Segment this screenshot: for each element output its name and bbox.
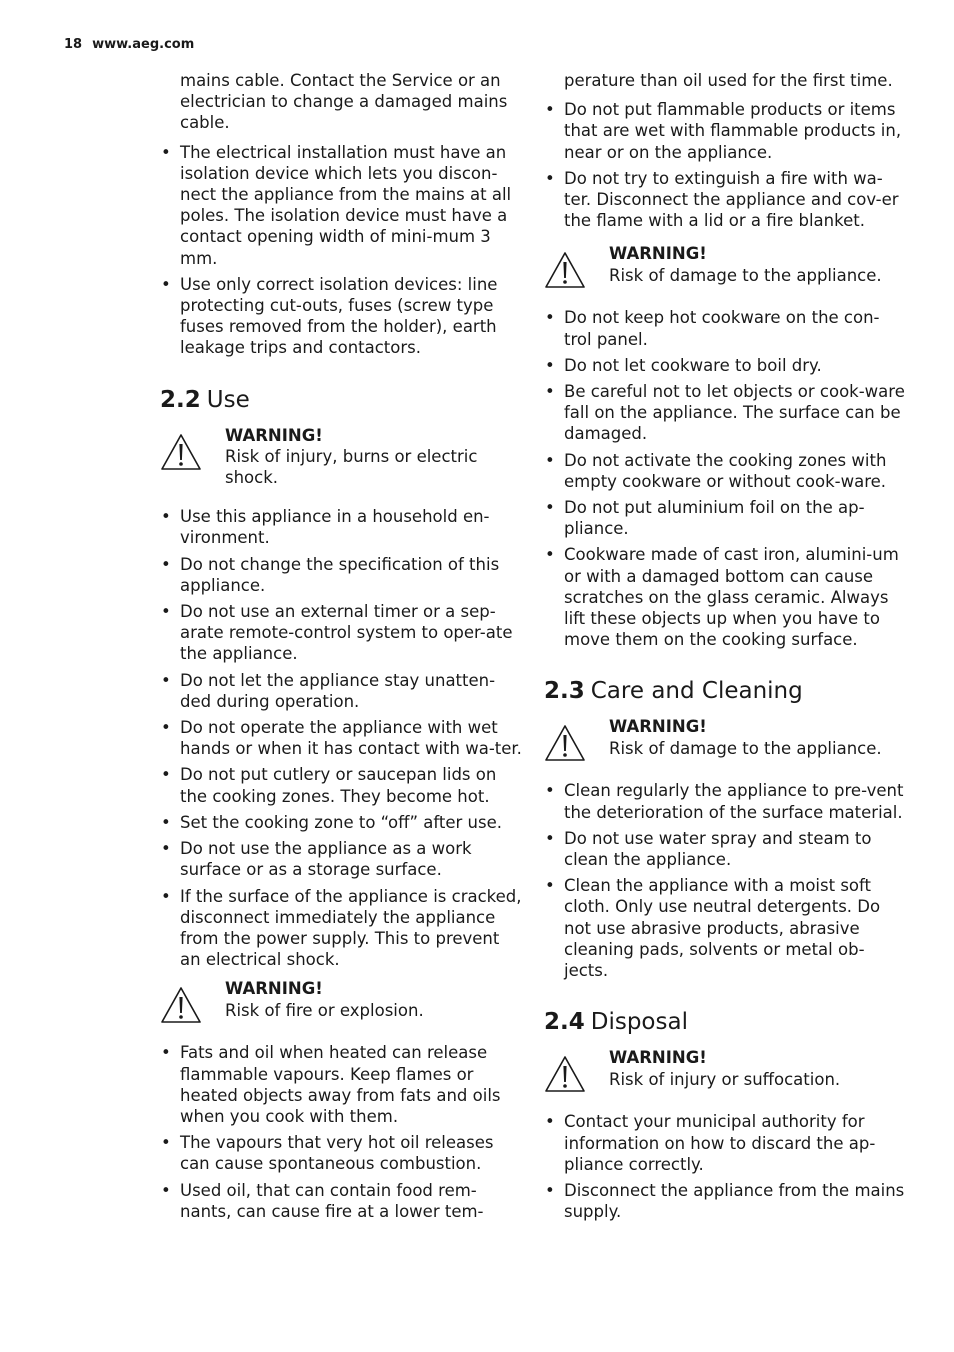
- list-item: • If the surface of the appliance is cracked, disconnect immediately the appliance from the power supply. This to prevent an electrical shock.: [160, 886, 522, 971]
- list-item: • Do not use the appliance as a work surface or as a storage surface.: [160, 838, 522, 880]
- left-column: [160, 70, 522, 1227]
- page-number: 18: [64, 37, 83, 52]
- warning-text: Risk of damage to the appliance.: [609, 265, 882, 285]
- section-title: Care and Cleaning: [590, 678, 803, 705]
- list-item: • Used oil, that can contain food rem-nants, can cause fire at a lower tem-: [160, 1180, 522, 1222]
- list-item: • Do not let the appliance stay unatten-ded during operation.: [160, 670, 522, 712]
- warning-box: [160, 978, 522, 1024]
- bullet-list: [544, 99, 906, 231]
- list-item: • Do not keep hot cookware on the con-trol panel.: [544, 307, 906, 349]
- right-column: [544, 70, 906, 1227]
- warning-box: [160, 425, 522, 489]
- list-item: • Do not let cookware to boil dry.: [544, 355, 906, 376]
- bullet-list: [160, 506, 522, 970]
- list-item: • The electrical installation must have an isolation device which lets you discon-nect the appliance from the mains at all poles. The isolation device must have a contact opening width of mini-mum 3 mm.: [160, 142, 522, 269]
- warning-title: WARNING!: [609, 1048, 707, 1068]
- section-title: Use: [206, 386, 250, 413]
- warning-text: Risk of fire or explosion.: [225, 1000, 424, 1020]
- list-item: • Do not use water spray and steam to clean the appliance.: [544, 828, 906, 870]
- page-header: [64, 37, 194, 52]
- warning-text: Risk of damage to the appliance.: [609, 738, 882, 758]
- bullet-list: [544, 307, 906, 650]
- list-item: • Fats and oil when heated can release flammable vapours. Keep flames or heated objects away from fats and oils when you cook with them.: [160, 1042, 522, 1127]
- list-item: • Do not operate the appliance with wet hands or when it has contact with wa-ter.: [160, 717, 522, 759]
- section-number: 2.2: [160, 386, 201, 413]
- section-number: 2.4: [544, 1009, 585, 1036]
- warning-title: WARNING!: [609, 244, 707, 264]
- bullet-list: [160, 1042, 522, 1222]
- list-item: • Use this appliance in a household en-vironment.: [160, 506, 522, 548]
- section-heading-care-and-cleaning: [544, 676, 906, 706]
- warning-triangle-icon: [160, 433, 202, 471]
- warning-text: Risk of injury, burns or electric shock.: [225, 446, 478, 488]
- section-heading-disposal: [544, 1007, 906, 1037]
- list-item: • Do not change the specification of this appliance.: [160, 554, 522, 596]
- list-item: • Clean the appliance with a moist soft cloth. Only use neutral detergents. Do not use abrasive products, abrasive cleaning pads, solvents or metal ob-jects.: [544, 875, 906, 981]
- list-item: • Use only correct isolation devices: line protecting cut-outs, fuses (screw type fuses removed from the holder), earth leakage trips and contactors.: [160, 274, 522, 359]
- list-item: • Cookware made of cast iron, alumini-um or with a damaged bottom can cause scratches on the glass ceramic. Always lift these objects up when you have to move them on the cooking surface.: [544, 544, 906, 650]
- section-heading-use: [160, 385, 522, 415]
- list-item: • Do not put cutlery or saucepan lids on the cooking zones. They become hot.: [160, 764, 522, 806]
- warning-triangle-icon: [544, 724, 586, 762]
- list-item: • Set the cooking zone to “off” after use.: [160, 812, 522, 833]
- warning-box: [544, 716, 906, 762]
- bullet-list: [160, 142, 522, 359]
- list-item: • The vapours that very hot oil releases can cause spontaneous combustion.: [160, 1132, 522, 1174]
- warning-text: Risk of injury or suffocation.: [609, 1069, 841, 1089]
- list-item: • Do not put aluminium foil on the ap-pliance.: [544, 497, 906, 539]
- warning-triangle-icon: [544, 1055, 586, 1093]
- list-item: • Disconnect the appliance from the mains supply.: [544, 1180, 906, 1222]
- warning-title: WARNING!: [225, 425, 323, 445]
- continued-text: perature than oil used for the first time.: [564, 71, 893, 90]
- list-item: • Clean regularly the appliance to pre-vent the deterioration of the surface material.: [544, 780, 906, 822]
- warning-title: WARNING!: [225, 979, 323, 999]
- list-item: • Do not use an external timer or a sep-arate remote-control system to oper-ate the appliance.: [160, 601, 522, 665]
- list-item: • Do not activate the cooking zones with empty cookware or without cook-ware.: [544, 450, 906, 492]
- list-item: • Do not try to extinguish a fire with wa-ter. Disconnect the appliance and cov-er the flame with a lid or a fire blanket.: [544, 168, 906, 232]
- bullet-list: [544, 780, 906, 981]
- continued-text: mains cable. Contact the Service or an electrician to change a damaged mains cable.: [180, 71, 508, 133]
- warning-box: [544, 243, 906, 289]
- warning-triangle-icon: [544, 251, 586, 289]
- list-item: • Contact your municipal authority for information on how to discard the ap-pliance correctly.: [544, 1111, 906, 1175]
- section-title: Disposal: [590, 1009, 688, 1036]
- list-item: • Do not put flammable products or items that are wet with flammable products in, near or on the appliance.: [544, 99, 906, 163]
- warning-title: WARNING!: [609, 717, 707, 737]
- warning-box: [544, 1047, 906, 1093]
- bullet-list: [544, 1111, 906, 1222]
- website-url[interactable]: www.aeg.com: [92, 37, 195, 52]
- warning-triangle-icon: [160, 986, 202, 1024]
- section-number: 2.3: [544, 678, 585, 705]
- list-item: • Be careful not to let objects or cook-ware fall on the appliance. The surface can be damaged.: [544, 381, 906, 445]
